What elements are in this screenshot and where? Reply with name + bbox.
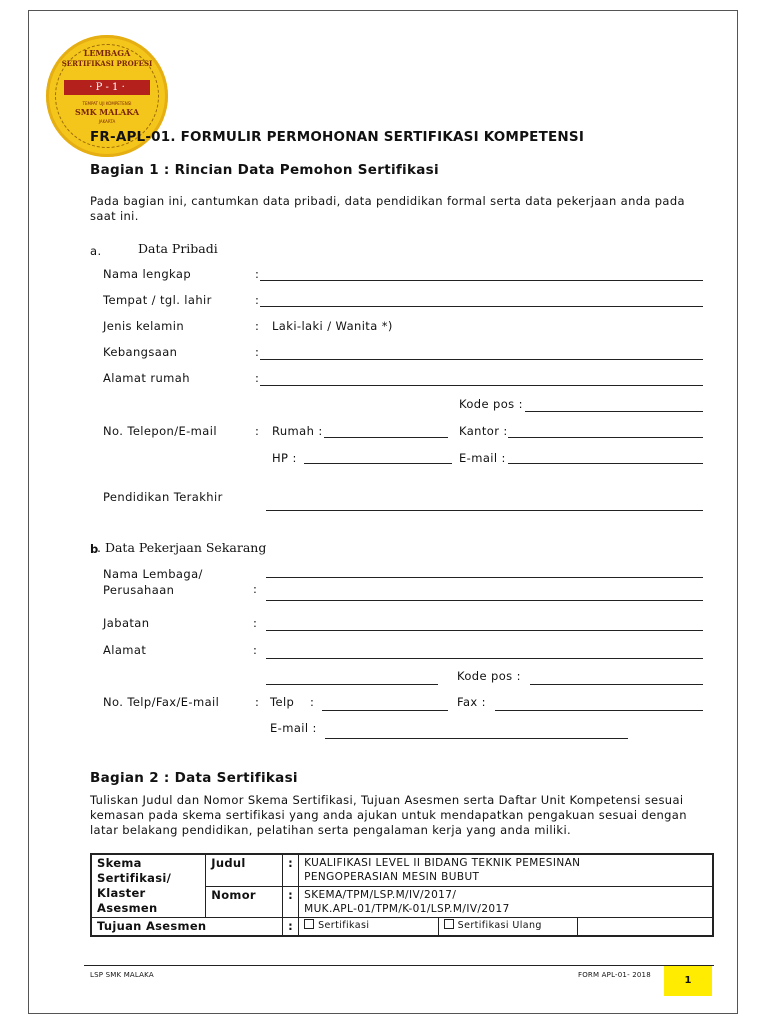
field-kode-pos[interactable] [525,411,703,412]
colon: : [310,695,315,709]
bagian2-para-3: latar belakang pendidikan, pelatihan serta pengalaman kerja yang anda miliki. [90,823,571,837]
section-b-marker: b [90,542,99,556]
footer-right: FORM APL-01- 2018 [578,971,651,979]
field-telp-kantor[interactable] [508,437,703,438]
judul-label: Judul [206,854,283,886]
logo-text-1: LEMBAGA [83,48,131,58]
judul-value-2: PENGOPERASIAN MESIN BUBUT [304,871,480,883]
colon: : [255,267,260,281]
field-nama-lembaga[interactable] [266,577,703,578]
logo-text-5: JAKARTA [98,119,116,124]
colon: : [255,424,260,438]
judul-value-1: KUALIFIKASI LEVEL II BIDANG TEKNIK PEMESINAN [304,857,581,869]
logo-text-2: SERTIFIKASI PROFESI [61,59,153,68]
label-jenis-kelamin: Jenis kelamin [103,319,185,333]
field-alamat-rumah[interactable] [260,385,703,386]
checkbox-icon[interactable] [304,919,314,929]
label-telp: Telp [270,695,295,709]
label-kantor: Kantor : [459,424,508,438]
colon: : [253,582,258,596]
bagian1-intro-1: Pada bagian ini, cantumkan data pribadi, data pendidikan formal serta data pekerjaan anda pada [90,194,685,208]
field-alamat-kantor-line2[interactable] [266,684,438,685]
nomor-label: Nomor [206,886,283,918]
label-telepon-email: No. Telepon/E-mail [103,424,217,438]
skema-label-1: Skema [97,856,142,870]
skema-label-2: Sertifikasi/ [97,871,172,885]
colon: : [283,854,299,886]
table-row [91,918,713,937]
logo-text-3: TEMPAT UJI KOMPETENSI [82,101,132,106]
colon: : [283,886,299,918]
skema-label-cell [91,854,206,918]
field-telp-kantor-b[interactable] [322,710,448,711]
empty-cell [578,918,713,937]
jenis-kelamin-options[interactable]: Laki-laki / Wanita *) [272,319,393,333]
colon: : [255,695,260,709]
colon: : [255,345,260,359]
field-fax[interactable] [495,710,703,711]
label-fax: Fax : [457,695,486,709]
label-alamat-rumah: Alamat rumah [103,371,190,385]
label-kebangsaan: Kebangsaan [103,345,178,359]
label-nama-lembaga-1: Nama Lembaga/ [103,567,203,581]
bagian1-title: Bagian 1 : Rincian Data Pemohon Sertifikasi [90,162,439,178]
bagian2-title: Bagian 2 : Data Sertifikasi [90,770,298,786]
label-tempat-lahir: Tempat / tgl. lahir [103,293,212,307]
option-sertifikasi-ulang[interactable] [438,918,578,937]
colon: : [253,616,258,630]
checkbox-icon[interactable] [444,919,454,929]
judul-value-cell [299,854,713,886]
field-nama-lembaga-line2[interactable] [266,600,703,601]
label-nama-lengkap: Nama lengkap [103,267,192,281]
label-kode-pos: Kode pos : [459,397,523,411]
field-hp[interactable] [304,463,452,464]
footer-divider [84,965,714,966]
tujuan-label: Tujuan Asesmen [91,918,283,937]
option-sertifikasi[interactable] [299,918,439,937]
label-alamat-kantor: Alamat [103,643,147,657]
page-number: 1 [664,966,712,996]
label-email-kantor: E-mail : [270,721,317,735]
section-b-title: . Data Pekerjaan Sekarang [97,540,267,555]
section-a-title: Data Pribadi [138,241,218,256]
colon: : [255,371,260,385]
field-kebangsaan[interactable] [260,359,703,360]
option-sertifikasi-label: Sertifikasi [318,920,370,931]
colon: : [253,643,258,657]
field-alamat-kantor[interactable] [266,658,703,659]
label-hp: HP : [272,451,297,465]
option-sertifikasi-ulang-label: Sertifikasi Ulang [457,920,542,931]
label-telp-fax-email: No. Telp/Fax/E-mail [103,695,220,709]
field-kode-pos-kantor[interactable] [530,684,703,685]
bagian2-para-1: Tuliskan Judul dan Nomor Skema Sertifikasi, Tujuan Asesmen serta Daftar Unit Kompetensi sesuai [90,793,684,807]
form-title: FR-APL-01. FORMULIR PERMOHONAN SERTIFIKASI KOMPETENSI [90,129,585,145]
section-a-marker: a. [90,244,102,258]
logo-band: · P - 1 · [64,80,150,95]
field-tempat-lahir[interactable] [260,306,703,307]
label-email: E-mail : [459,451,506,465]
table-row [91,854,713,886]
skema-label-4: Asesmen [97,901,158,915]
bagian2-para-2: kemasan pada skema sertifikasi yang anda ajukan untuk mendapatkan pengakuan sesuai dengan [90,808,687,822]
field-email-kantor[interactable] [325,738,628,739]
field-nama-lengkap[interactable] [260,280,703,281]
nomor-value-cell [299,886,713,918]
skema-label-3: Klaster [97,886,146,900]
field-pendidikan-terakhir[interactable] [266,510,703,511]
skema-table [90,853,714,937]
label-jabatan: Jabatan [103,616,150,630]
field-jabatan[interactable] [266,630,703,631]
colon: : [255,319,260,333]
label-pendidikan-terakhir: Pendidikan Terakhir [103,490,223,504]
field-telp-rumah[interactable] [324,437,448,438]
label-rumah: Rumah : [272,424,323,438]
colon: : [283,918,299,937]
footer-left: LSP SMK MALAKA [90,971,154,979]
nomor-value-2: MUK.APL-01/TPM/K-01/LSP.M/IV/2017 [304,902,510,915]
colon: : [255,293,260,307]
label-kode-pos-kantor: Kode pos : [457,669,521,683]
nomor-value-1: SKEMA/TPM/LSP.M/IV/2017/ [304,888,457,901]
logo-text-4: SMK MALAKA [74,107,140,117]
label-nama-lembaga-2: Perusahaan [103,583,175,597]
bagian1-intro-2: saat ini. [90,209,139,223]
field-email[interactable] [508,463,703,464]
